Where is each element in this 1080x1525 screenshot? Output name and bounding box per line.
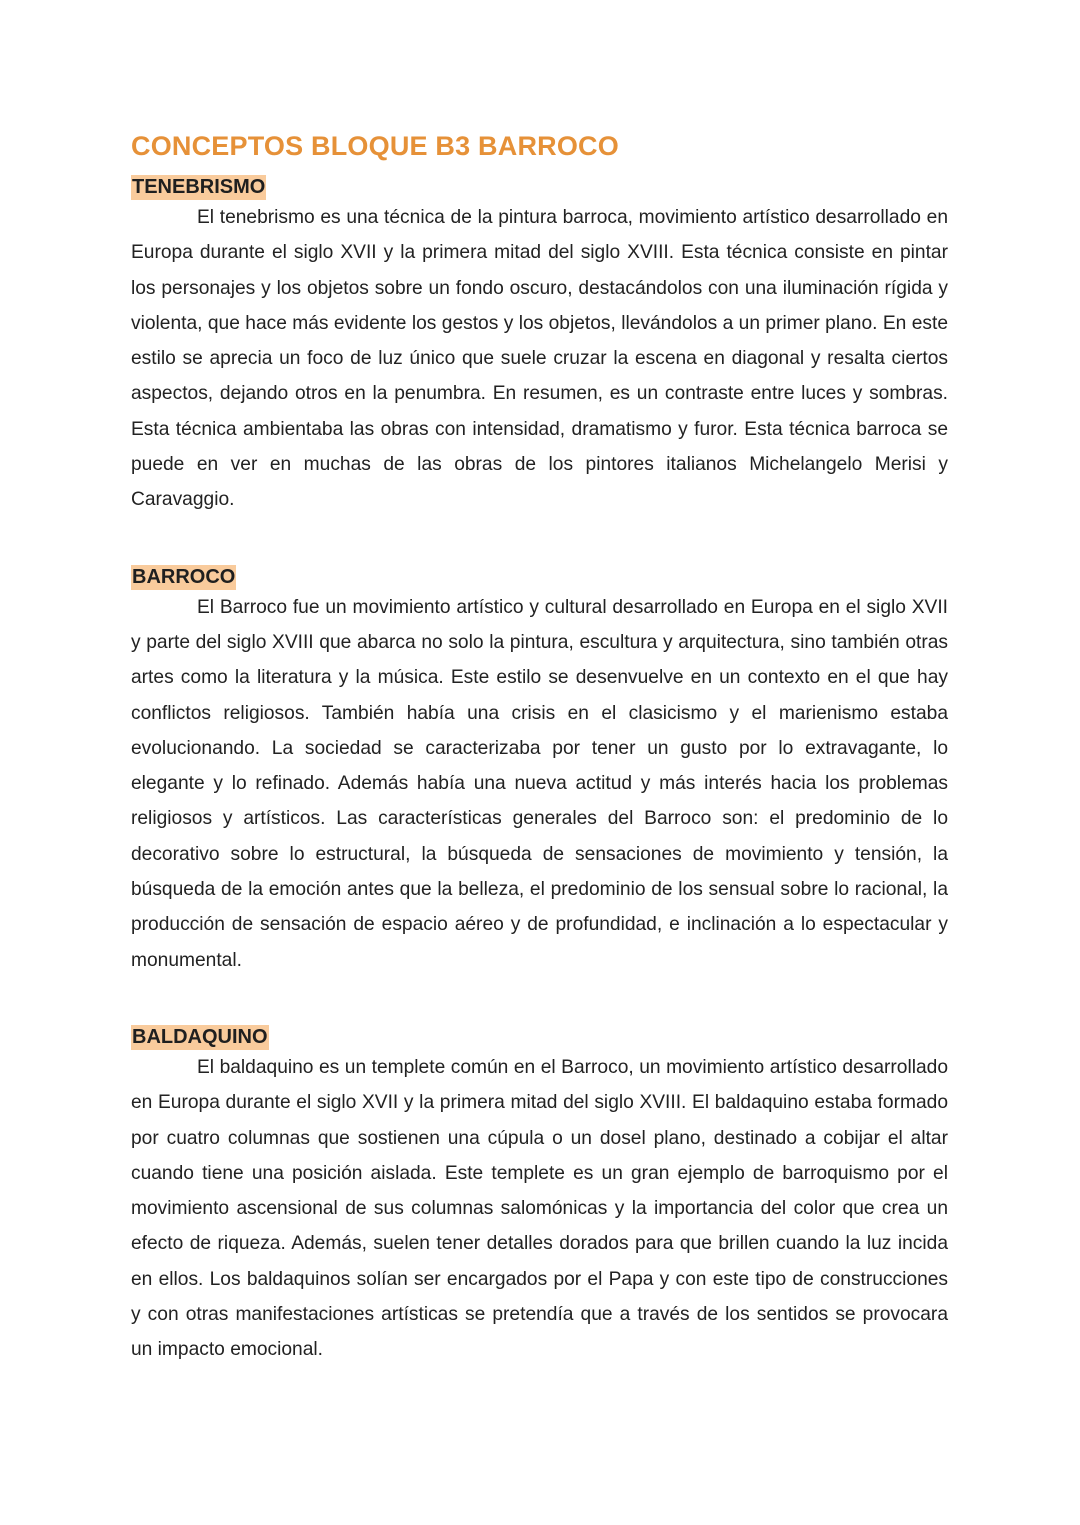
section-text-tenebrismo: El tenebrismo es una técnica de la pintura barroca, movimiento artístico desarrollado en Europa durante el siglo XVII y la primera mitad del siglo XVIII. Esta técnica consiste en pintar los personajes y los objetos sobre un fondo oscuro, destacándolos con una iluminación rígida y violenta, que hace más evidente los gestos y los objetos, llevándolos a un primer plano. En este estilo se aprecia un foco de luz único que suele cruzar la escena en diagonal y resalta ciertos aspectos, dejando otros en la penumbra. En resumen, es un contraste entre luces y sombras. Esta técnica ambientaba las obras con intensidad, dramatismo y furor. Esta técnica barroca se puede en ver en muchas de las obras de los pintores italianos Michelangelo Merisi y Caravaggio. [131,207,948,511]
section-text-barroco: El Barroco fue un movimiento artístico y cultural desarrollado en Europa en el siglo XVII y parte del siglo XVIII que abarca no solo la pintura, escultura y arquitectura, sino también otras artes como la literatura y la música. Este estilo se desenvuelve en un contexto en el que hay conflictos religiosos. También había una crisis en el clasicismo y el marienismo estaba evolucionando. La sociedad se caracterizaba por tener un gusto por lo extravagante, lo elegante y lo refinado. Además había una nueva actitud y más interés hacia los problemas religiosos y artísticos. Las características generales del Barroco son: el predominio de lo decorativo sobre lo estructural, la búsqueda de sensaciones de movimiento y tensión, la búsqueda de la emoción antes que la belleza, el predominio de los sensual sobre lo racional, la producción de sensación de espacio aéreo y de profundidad, e inclinación a lo espectacular y monumental. [131,596,948,971]
section-heading-tenebrismo: TENEBRISMO [132,176,266,198]
section-heading-baldaquino: BALDAQUINO [132,1025,268,1048]
section-heading-barroco: BARROCO [132,565,236,588]
document-title: CONCEPTOS BLOQUE B3 BARROCO [131,131,619,161]
section-baldaquino [131,1025,948,1368]
section-barroco [131,565,948,978]
document-page [131,128,948,1368]
section-text-baldaquino: El baldaquino es un templete común en el Barroco, un movimiento artístico desarrollado en Europa durante el siglo XVII y la primera mitad del siglo XVIII. El baldaquino estaba formado por cuatro columnas que sostienen una cúpula o un dosel plano, destinado a cobijar el altar cuando tiene una posición aislada. Este templete es un gran ejemplo de barroquismo por el movimiento ascensional de sus columnas salomónicas y la importancia del color que crea un efecto de riqueza. Además, suelen tener detalles dorados para que brillen cuando la luz incida en ellos. Los baldaquinos solían ser encargados por el Papa y con este tipo de construcciones y con otras manifestaciones artísticas se pretendía que a través de los sentidos se provocara un impacto emocional. [131,1056,948,1361]
section-tenebrismo [131,175,948,518]
